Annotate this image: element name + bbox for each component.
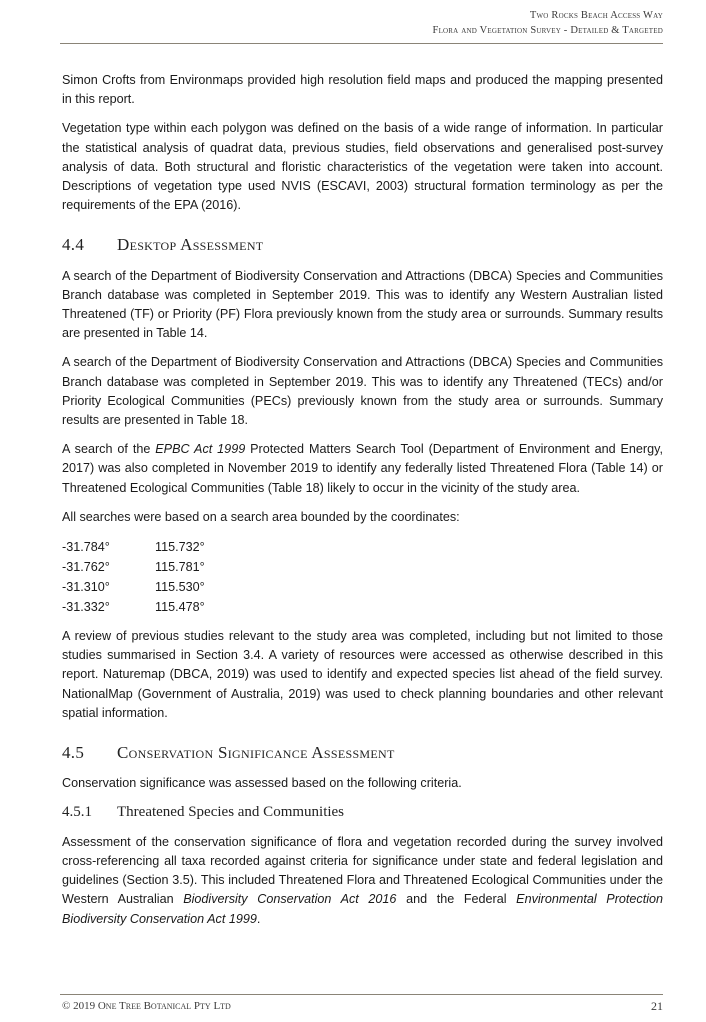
running-header (433, 8, 663, 38)
page-body (62, 71, 663, 939)
text-run: . (256, 911, 261, 926)
footer-divider (60, 994, 663, 995)
paragraph-significance-assessment (62, 833, 663, 929)
paragraph-epbc-search (62, 440, 663, 498)
coordinate-row (62, 597, 663, 617)
heading-number: 4.4 (62, 235, 85, 255)
text-run: Assessment of the conservation significance of flora and vegetation recorded during the survey involved cross-referencing all taxa recorded against criteria for significance under state and federal legislation and guidelines (Section 3.5). This included Threatened Flora and Threatened Ecological Communities under the Western Australian (62, 834, 663, 907)
latitude: -31.762° (62, 560, 110, 575)
longitude: 115.530° (155, 580, 205, 595)
paragraph-mapping-credit: Simon Crofts from Environmaps provided high resolution field maps and produced the mapping presented in this report. (62, 73, 663, 107)
coordinate-row (62, 557, 663, 577)
paragraph-dbca-communities-search: A search of the Department of Biodiversity Conservation and Attractions (DBCA) Species and Communities Branch database was completed in September 2019. This was to identify any Threatened (TECs) and/or Priority Ecological Communities (PECs) previously known from the study area or surrounds. Summary results are presented in Table 18. (62, 355, 663, 428)
paragraph-previous-studies: A review of previous studies relevant to the study area was completed, including but not limited to those studies summarised in Section 3.4. A variety of resources were accessed as otherwise described in this report. Naturemap (DBCA, 2019) was used to identify and expected species list ahead of the field survey. NationalMap (Government of Australia, 2019) was used to check planning boundaries and other relevant spatial information. (62, 629, 663, 720)
header-line-project: Two Rocks Beach Access Way (529, 10, 663, 21)
italic-act-name: Environmental Protection Biodiversity Conservation Act 1999 (62, 892, 664, 926)
latitude: -31.784° (62, 540, 110, 555)
page-number: 21 (651, 999, 663, 1013)
longitude: 115.781° (155, 560, 205, 575)
latitude: -31.310° (62, 580, 110, 595)
paragraph-vegetation-type: Vegetation type within each polygon was defined on the basis of a wide range of information. In particular the statistical analysis of quadrat data, previous studies, field observations and generalised post-survey analysis of data. Both structural and floristic characteristics of the vegetation were taken into account. Descriptions of vegetation type used NVIS (ESCAVI, 2003) structural formation terminology as per the requirements of the EPA (2016). (62, 121, 663, 213)
coordinate-row (62, 577, 663, 597)
italic-act-name: EPBC Act 1999 (155, 442, 246, 457)
heading-number: 4.5 (62, 743, 85, 763)
footer-copyright: © 2019 One Tree Botanical Pty Ltd (62, 1000, 231, 1012)
heading-conservation-significance (62, 743, 663, 762)
heading-desktop-assessment (62, 235, 663, 254)
latitude: -31.332° (62, 600, 110, 615)
italic-act-name: Biodiversity Conservation Act 2016 (183, 892, 397, 907)
longitude: 115.732° (155, 540, 205, 555)
text-run: A search of the (62, 442, 156, 457)
text-run: Protected Matters Search Tool (Department of Environment and Energy, 2017) was also completed in November 2019 to identify any federally listed Threatened Flora (Table 14) or Threatened Ecological Communities (Table 18) likely to occur in the vicinity of the study area. (62, 442, 663, 495)
longitude: 115.478° (155, 600, 205, 615)
paragraph-dbca-flora-search: A search of the Department of Biodiversity Conservation and Attractions (DBCA) Species and Communities Branch database was completed in September 2019. This was to identify any Western Australian listed Threatened (TF) or Priority (PF) Flora previously known from the study area or surrounds. Summary results are presented in Table 14. (62, 268, 663, 341)
heading-title: Conservation Significance Assessment (117, 743, 395, 763)
paragraph-search-area: All searches were based on a search area bounded by the coordinates: (62, 509, 460, 524)
heading-title: Desktop Assessment (117, 235, 264, 255)
subheading-title: Threatened Species and Communities (117, 804, 345, 821)
header-divider (60, 43, 663, 44)
coordinate-row (62, 537, 663, 557)
paragraph-criteria-intro: Conservation significance was assessed based on the following criteria. (62, 776, 462, 791)
coordinates-list (62, 537, 663, 617)
subheading-number: 4.5.1 (62, 804, 92, 821)
subheading-threatened-species (62, 803, 663, 822)
text-run: and the Federal (396, 892, 517, 907)
header-line-survey: Flora and Vegetation Survey - Detailed & Targeted (432, 25, 663, 36)
